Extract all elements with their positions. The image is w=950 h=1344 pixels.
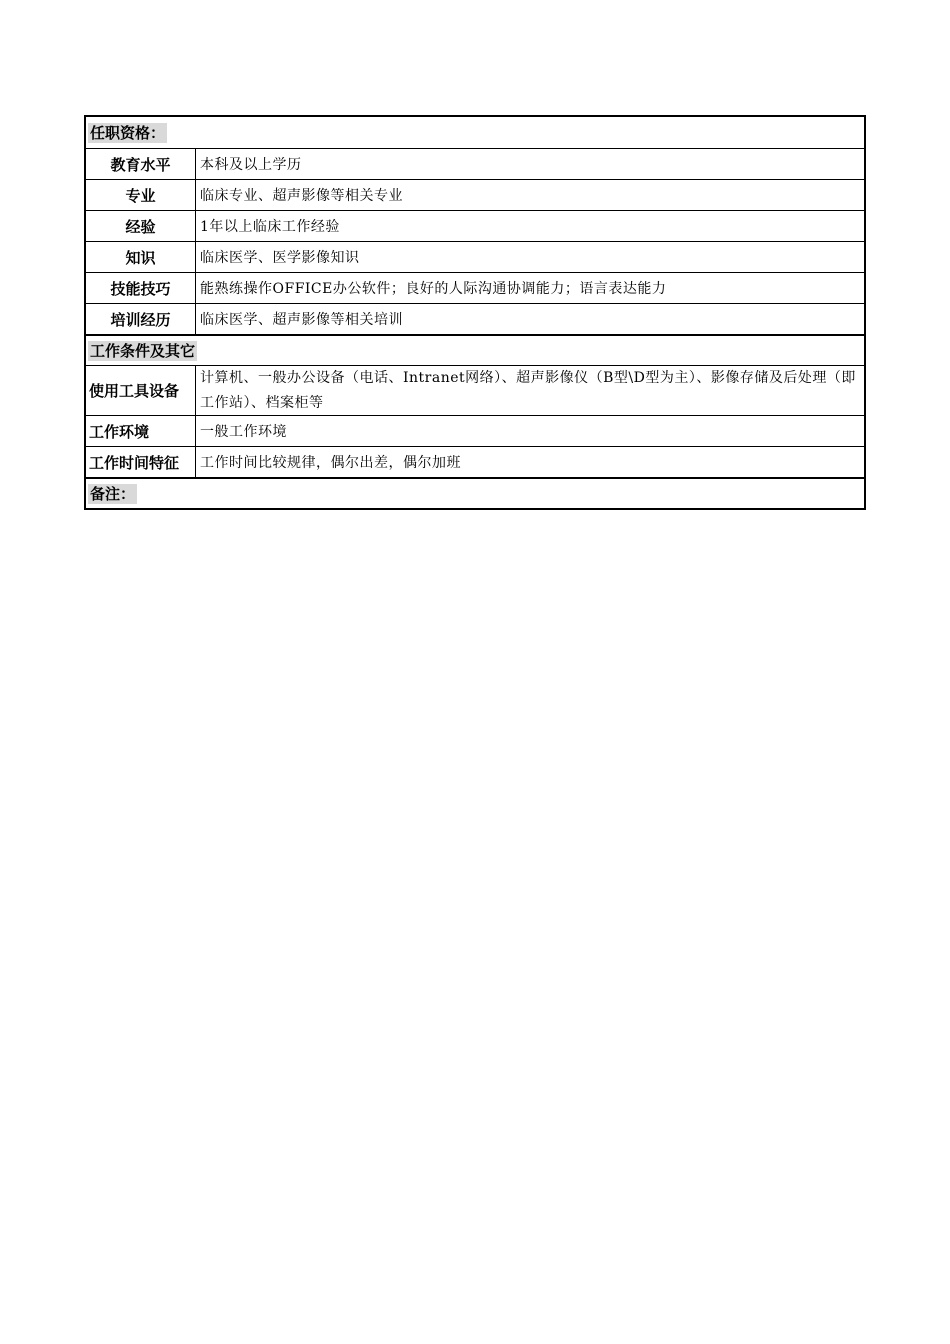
- table-row: [86, 446, 864, 477]
- table-row: [86, 303, 864, 334]
- row-value: 工作时间比较规律，偶尔出差，偶尔加班: [200, 455, 461, 471]
- row-value: 临床医学、医学影像知识: [200, 250, 360, 266]
- row-value: 本科及以上学历: [200, 157, 302, 173]
- row-label: 工作时间特征: [86, 447, 196, 477]
- row-value: 一般工作环境: [200, 424, 287, 440]
- row-label: 技能技巧: [86, 273, 196, 303]
- section-title: 工作条件及其它: [90, 341, 196, 360]
- qualifications-section-header: [86, 117, 864, 148]
- table-row: [86, 415, 864, 446]
- section-title: 任职资格：: [90, 123, 166, 142]
- remarks-section-header: [86, 477, 864, 508]
- table-row: [86, 210, 864, 241]
- row-value: 1年以上临床工作经验: [200, 219, 340, 235]
- row-value: 能熟练操作OFFICE办公软件；良好的人际沟通协调能力；语言表达能力: [200, 281, 667, 297]
- row-value: 临床专业、超声影像等相关专业: [200, 188, 403, 204]
- row-label: 培训经历: [86, 304, 196, 334]
- table-row: [86, 148, 864, 179]
- table-row: [86, 272, 864, 303]
- job-spec-table: [84, 115, 866, 510]
- row-label: 教育水平: [86, 149, 196, 179]
- row-label: 经验: [86, 211, 196, 241]
- row-value: 临床医学、超声影像等相关培训: [200, 312, 403, 328]
- table-row: [86, 241, 864, 272]
- section-title: 备注：: [90, 484, 136, 503]
- table-row: [86, 179, 864, 210]
- row-value: 计算机、一般办公设备（电话、Intranet网络）、超声影像仪（B型\D型为主）、影像存储及后处理（即工作站）、档案柜等: [200, 370, 856, 411]
- row-label: 工作环境: [86, 416, 196, 446]
- row-label: 专业: [86, 180, 196, 210]
- row-label: 使用工具设备: [86, 366, 196, 415]
- conditions-section-header: [86, 334, 864, 365]
- table-row: [86, 365, 864, 415]
- row-label: 知识: [86, 242, 196, 272]
